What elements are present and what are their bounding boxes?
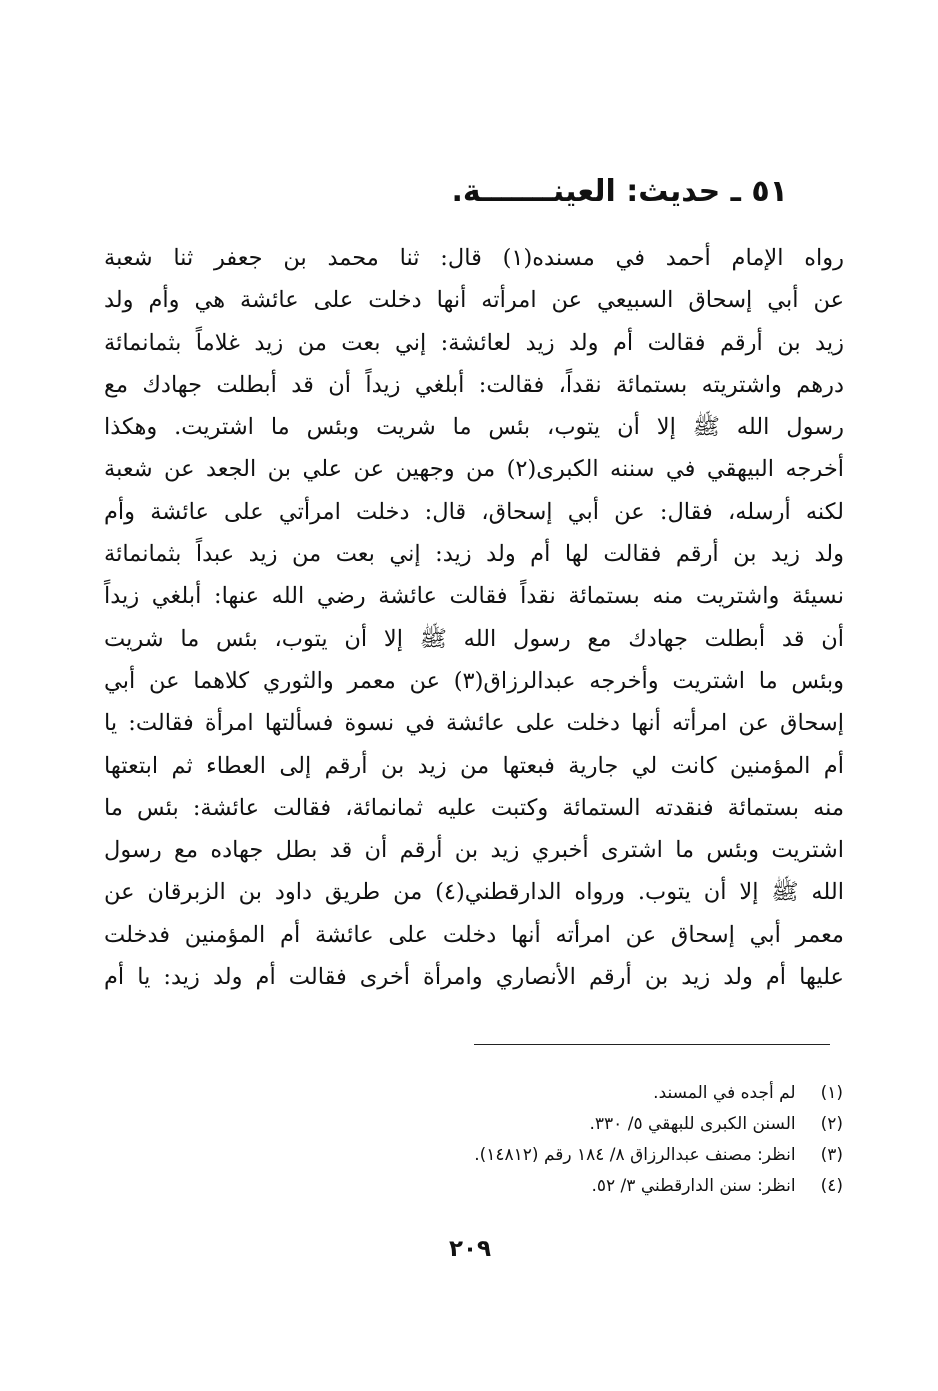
footnote-4 bbox=[474, 1171, 843, 1202]
footnote-1 bbox=[474, 1078, 843, 1109]
page-number: ٢٠٩ bbox=[448, 1236, 492, 1262]
footnote-3 bbox=[474, 1140, 843, 1171]
text-line: إسحاق عن امرأته أنها دخلت على عائشة في نسوة فسألتها امرأة فقالت: يا bbox=[104, 710, 844, 737]
footnote-text: انظر: مصنف عبدالرزاق ٨/ ١٨٤ رقم (١٤٨١٢). bbox=[474, 1145, 796, 1165]
text-line: عليها أم ولد زيد بن أرقم الأنصاري وامرأة أخرى فقالت أم ولد زيد: يا أم bbox=[104, 964, 844, 991]
text-line: رسول الله ﷺ إلا أن يتوب، بئس ما شريت وبئس ما اشتريت. وهكذا bbox=[104, 414, 844, 441]
footnote-2 bbox=[474, 1109, 843, 1140]
text-line: درهم واشتريته بستمائة نقداً، فقالت: أبلغي زيداً أن قد أبطلت جهادك مع bbox=[104, 371, 844, 398]
footnote-number: (٤) bbox=[820, 1176, 843, 1196]
footnote-number: (٣) bbox=[820, 1145, 843, 1165]
footnote-number: (٢) bbox=[820, 1114, 843, 1134]
footnote-text: السنن الكبرى للبهقي ٥/ ٣٣٠. bbox=[589, 1114, 796, 1134]
footnote-separator bbox=[474, 1044, 830, 1045]
text-line: معمر أبي إسحاق عن امرأته أنها دخلت على عائشة أم المؤمنين فدخلت bbox=[104, 921, 844, 948]
footnote-text: لم أجده في المسند. bbox=[653, 1083, 796, 1103]
text-line: الله ﷺ إلا أن يتوب. ورواه الدارقطني(٤) من طريق داود بن الزبرقان عن bbox=[104, 879, 844, 906]
text-line: أخرجه البيهقي في سننه الكبرى(٢) من وجهين عن علي بن الجعد عن شعبة bbox=[104, 456, 844, 483]
text-line: أن قد أبطلت جهادك مع رسول الله ﷺ إلا أن يتوب، بئس ما شريت bbox=[104, 625, 844, 652]
text-line: منه بستمائة فنقدته الستمائة وكتبت عليه ثمانمائة، فقالت عائشة: بئس ما bbox=[104, 794, 844, 821]
footnote-number: (١) bbox=[820, 1083, 843, 1103]
footnotes bbox=[474, 1078, 843, 1202]
text-line: نسيئة واشتريت منه بستمائة نقداً فقالت عائشة رضي الله عنها: أبلغي زيداً bbox=[104, 583, 844, 610]
text-line: زيد بن أرقم فقالت أم ولد زيد لعائشة: إني بعت من زيد غلاماً بثمانمائة bbox=[104, 329, 844, 356]
text-line: لكنه أرسله، فقال: عن أبي إسحاق، قال: دخلت امرأتي على عائشة وأم bbox=[104, 498, 844, 525]
text-line: رواه الإمام أحمد في مسنده(١) قال: ثنا محمد بن جعفر ثنا شعبة bbox=[104, 245, 845, 271]
text-line: عن أبي إسحاق السبيعي عن امرأته أنها دخلت على عائشة هي وأم ولد bbox=[104, 287, 844, 314]
hadith-heading: ٥١ ـ حديث: العينـــــــة. bbox=[451, 174, 788, 209]
text-line: أم المؤمنين كانت لي جارية فبعتها من زيد بن أرقم إلى العطاء ثم ابتعتها bbox=[104, 752, 844, 779]
footnote-text: انظر: سنن الدارقطني ٣/ ٥٢. bbox=[591, 1176, 796, 1196]
text-line: ولد زيد بن أرقم فقالت لها أم ولد زيد: إني بعت من زيد عبداً بثمانمائة bbox=[104, 541, 844, 568]
body-text bbox=[104, 237, 844, 998]
text-line: اشتريت وبئس ما اشترى أخبري زيد بن أرقم أن قد بطل جهاده مع رسول bbox=[104, 837, 844, 864]
text-line: وبئس ما اشتريت وأخرجه عبدالرزاق(٣) عن معمر والثوري كلاهما عن أبي bbox=[104, 667, 845, 694]
